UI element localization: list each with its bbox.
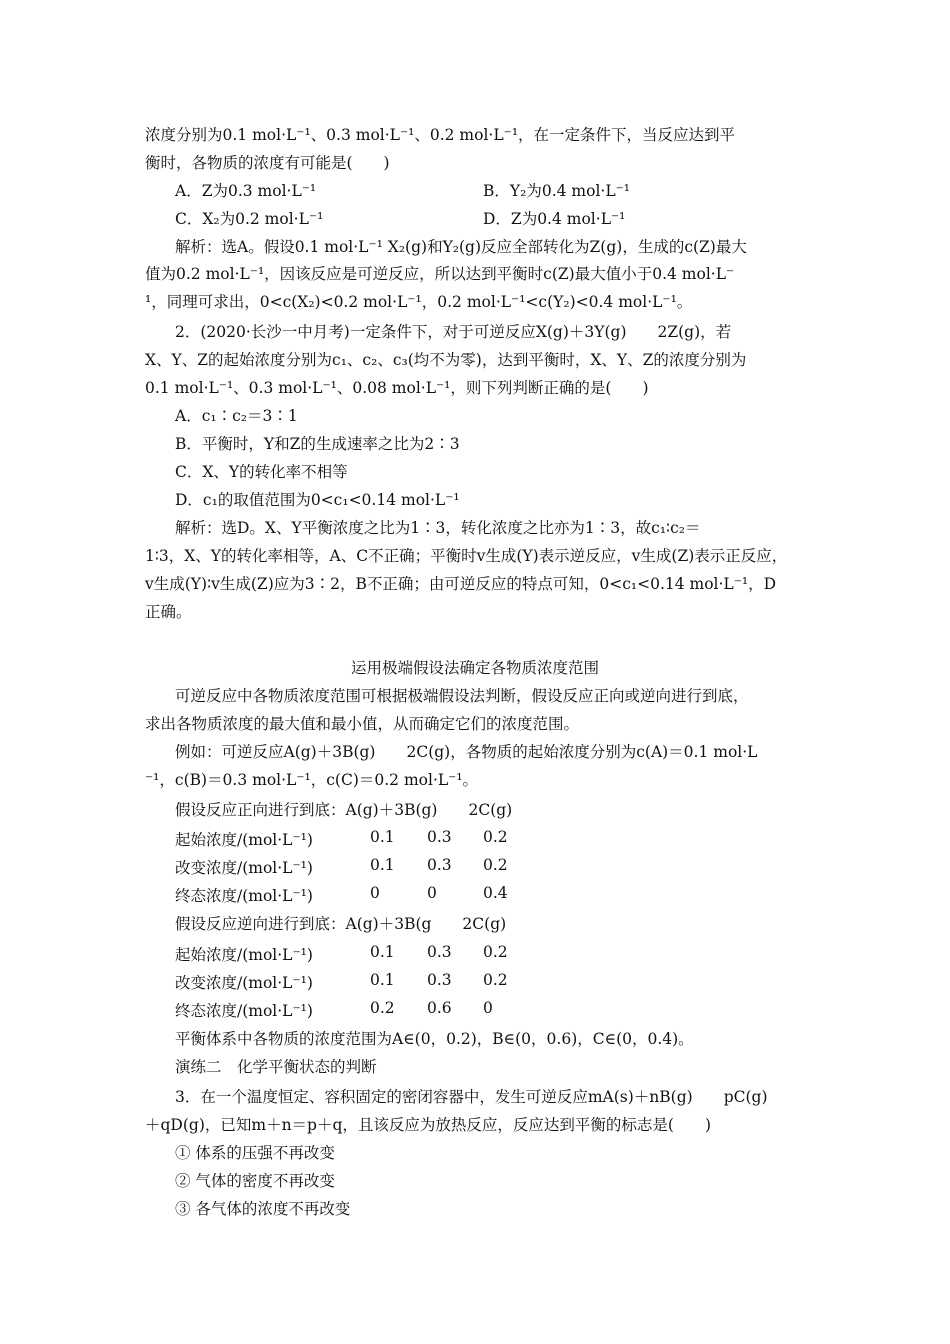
text-line: v生成(Y)∶v生成(Z)应为3∶2，B不正确；由可逆反应的特点可知，0<c₁<0.14 mol·L⁻¹，D	[145, 575, 777, 593]
cell-c: 0	[483, 999, 493, 1017]
list-item: ② 气体的密度不再改变	[175, 1172, 335, 1190]
option-b: B．Y₂为0.4 mol·L⁻¹	[483, 182, 631, 200]
cell-c: 0.2	[483, 971, 508, 989]
cell-c: 0.4	[483, 884, 508, 902]
option-d: D．Z为0.4 mol·L⁻¹	[483, 210, 626, 228]
cell-a: 0.1	[370, 943, 395, 961]
row-label: 终态浓度/(mol·L⁻¹)	[175, 887, 313, 905]
text-line: 衡时，各物质的浓度有可能是( )	[145, 154, 390, 172]
row-label: 终态浓度/(mol·L⁻¹)	[175, 1002, 313, 1020]
row-label: 起始浓度/(mol·L⁻¹)	[175, 831, 313, 849]
row-label: 起始浓度/(mol·L⁻¹)	[175, 946, 313, 964]
question-2-stem: 2．(2020·长沙一中月考)一定条件下，对于可逆反应X(g)＋3Y(g) 2Z(g)，若	[175, 323, 732, 341]
option-a: A．Z为0.3 mol·L⁻¹	[175, 182, 317, 200]
text-line: 正确。	[145, 603, 192, 621]
option-b: B．平衡时，Y和Z的生成速率之比为2∶3	[175, 435, 460, 453]
text-line: ＋qD(g)，已知m＋n＝p＋q，且该反应为放热反应，反应达到平衡的标志是( )	[145, 1116, 711, 1134]
text-line: 浓度分别为0.1 mol·L⁻¹、0.3 mol·L⁻¹、0.2 mol·L⁻¹，在一定条件下，当反应达到平	[145, 126, 736, 144]
section-title: 运用极端假设法确定各物质浓度范围	[350, 659, 599, 677]
cell-c: 0.2	[483, 856, 508, 874]
option-row	[175, 179, 840, 201]
cell-a: 0.1	[370, 828, 395, 846]
cell-c: 0.2	[483, 828, 508, 846]
text-line: ¹，同理可求出，0<c(X₂)<0.2 mol·L⁻¹，0.2 mol·L⁻¹<c(Y₂)<0.4 mol·L⁻¹。	[145, 293, 693, 311]
cell-b: 0.6	[427, 999, 452, 1017]
option-row	[175, 207, 840, 229]
text-line: 0.1 mol·L⁻¹、0.3 mol·L⁻¹、0.08 mol·L⁻¹，则下列判断正确的是( )	[145, 379, 649, 397]
subsection-heading: 演练二 化学平衡状态的判断	[175, 1058, 377, 1076]
text-line: 1∶3，X、Y的转化率相等，A、C不正确；平衡时v生成(Y)表示逆反应，v生成(Z)表示正反应，	[145, 547, 788, 565]
cell-a: 0	[370, 884, 380, 902]
cell-a: 0.2	[370, 999, 395, 1017]
option-c: C．X₂为0.2 mol·L⁻¹	[175, 210, 324, 228]
cell-c: 0.2	[483, 943, 508, 961]
text-line: X、Y、Z的起始浓度分别为c₁、c₂、c₃(均不为零)，达到平衡时，X、Y、Z的浓度分别为	[145, 351, 747, 369]
text-line: 解析：选A。假设0.1 mol·L⁻¹ X₂(g)和Y₂(g)反应全部转化为Z(g)，生成的c(Z)最大	[175, 238, 747, 256]
cell-b: 0.3	[427, 971, 452, 989]
text-line: 值为0.2 mol·L⁻¹，因该反应是可逆反应，所以达到平衡时c(Z)最大值小于0.4 mol·L⁻	[145, 265, 735, 283]
cell-a: 0.1	[370, 971, 395, 989]
row-label: 改变浓度/(mol·L⁻¹)	[175, 974, 313, 992]
cell-a: 0.1	[370, 856, 395, 874]
cell-b: 0	[427, 884, 437, 902]
question-3-stem: 3．在一个温度恒定、容积固定的密闭容器中，发生可逆反应mA(s)＋nB(g) pC(g)	[175, 1088, 768, 1106]
text-line: 可逆反应中各物质浓度范围可根据极端假设法判断，假设反应正向或逆向进行到底，	[175, 687, 749, 705]
option-a: A．c₁∶c₂＝3∶1	[175, 407, 298, 425]
option-c: C．X、Y的转化率不相等	[175, 463, 348, 481]
list-item: ① 体系的压强不再改变	[175, 1144, 335, 1162]
text-line: 假设反应正向进行到底：A(g)＋3B(g) 2C(g)	[175, 801, 513, 819]
text-line: 假设反应逆向进行到底：A(g)＋3B(g 2C(g)	[175, 915, 507, 933]
cell-b: 0.3	[427, 943, 452, 961]
text-line: 解析：选D。X、Y平衡浓度之比为1∶3，转化浓度之比亦为1∶3，故c₁∶c₂＝	[175, 519, 701, 537]
option-d: D．c₁的取值范围为0<c₁<0.14 mol·L⁻¹	[175, 491, 460, 509]
row-label: 改变浓度/(mol·L⁻¹)	[175, 859, 313, 877]
cell-b: 0.3	[427, 828, 452, 846]
text-line: 例如：可逆反应A(g)＋3B(g) 2C(g)，各物质的起始浓度分别为c(A)＝0.1 mol·L	[175, 743, 758, 761]
cell-b: 0.3	[427, 856, 452, 874]
text-line: 求出各物质浓度的最大值和最小值，从而确定它们的浓度范围。	[145, 715, 580, 733]
text-line: 平衡体系中各物质的浓度范围为A∈(0，0.2)，B∈(0，0.6)，C∈(0，0.4)。	[175, 1030, 694, 1048]
text-line: ⁻¹，c(B)＝0.3 mol·L⁻¹，c(C)＝0.2 mol·L⁻¹。	[145, 771, 479, 789]
list-item: ③ 各气体的浓度不再改变	[175, 1200, 351, 1218]
